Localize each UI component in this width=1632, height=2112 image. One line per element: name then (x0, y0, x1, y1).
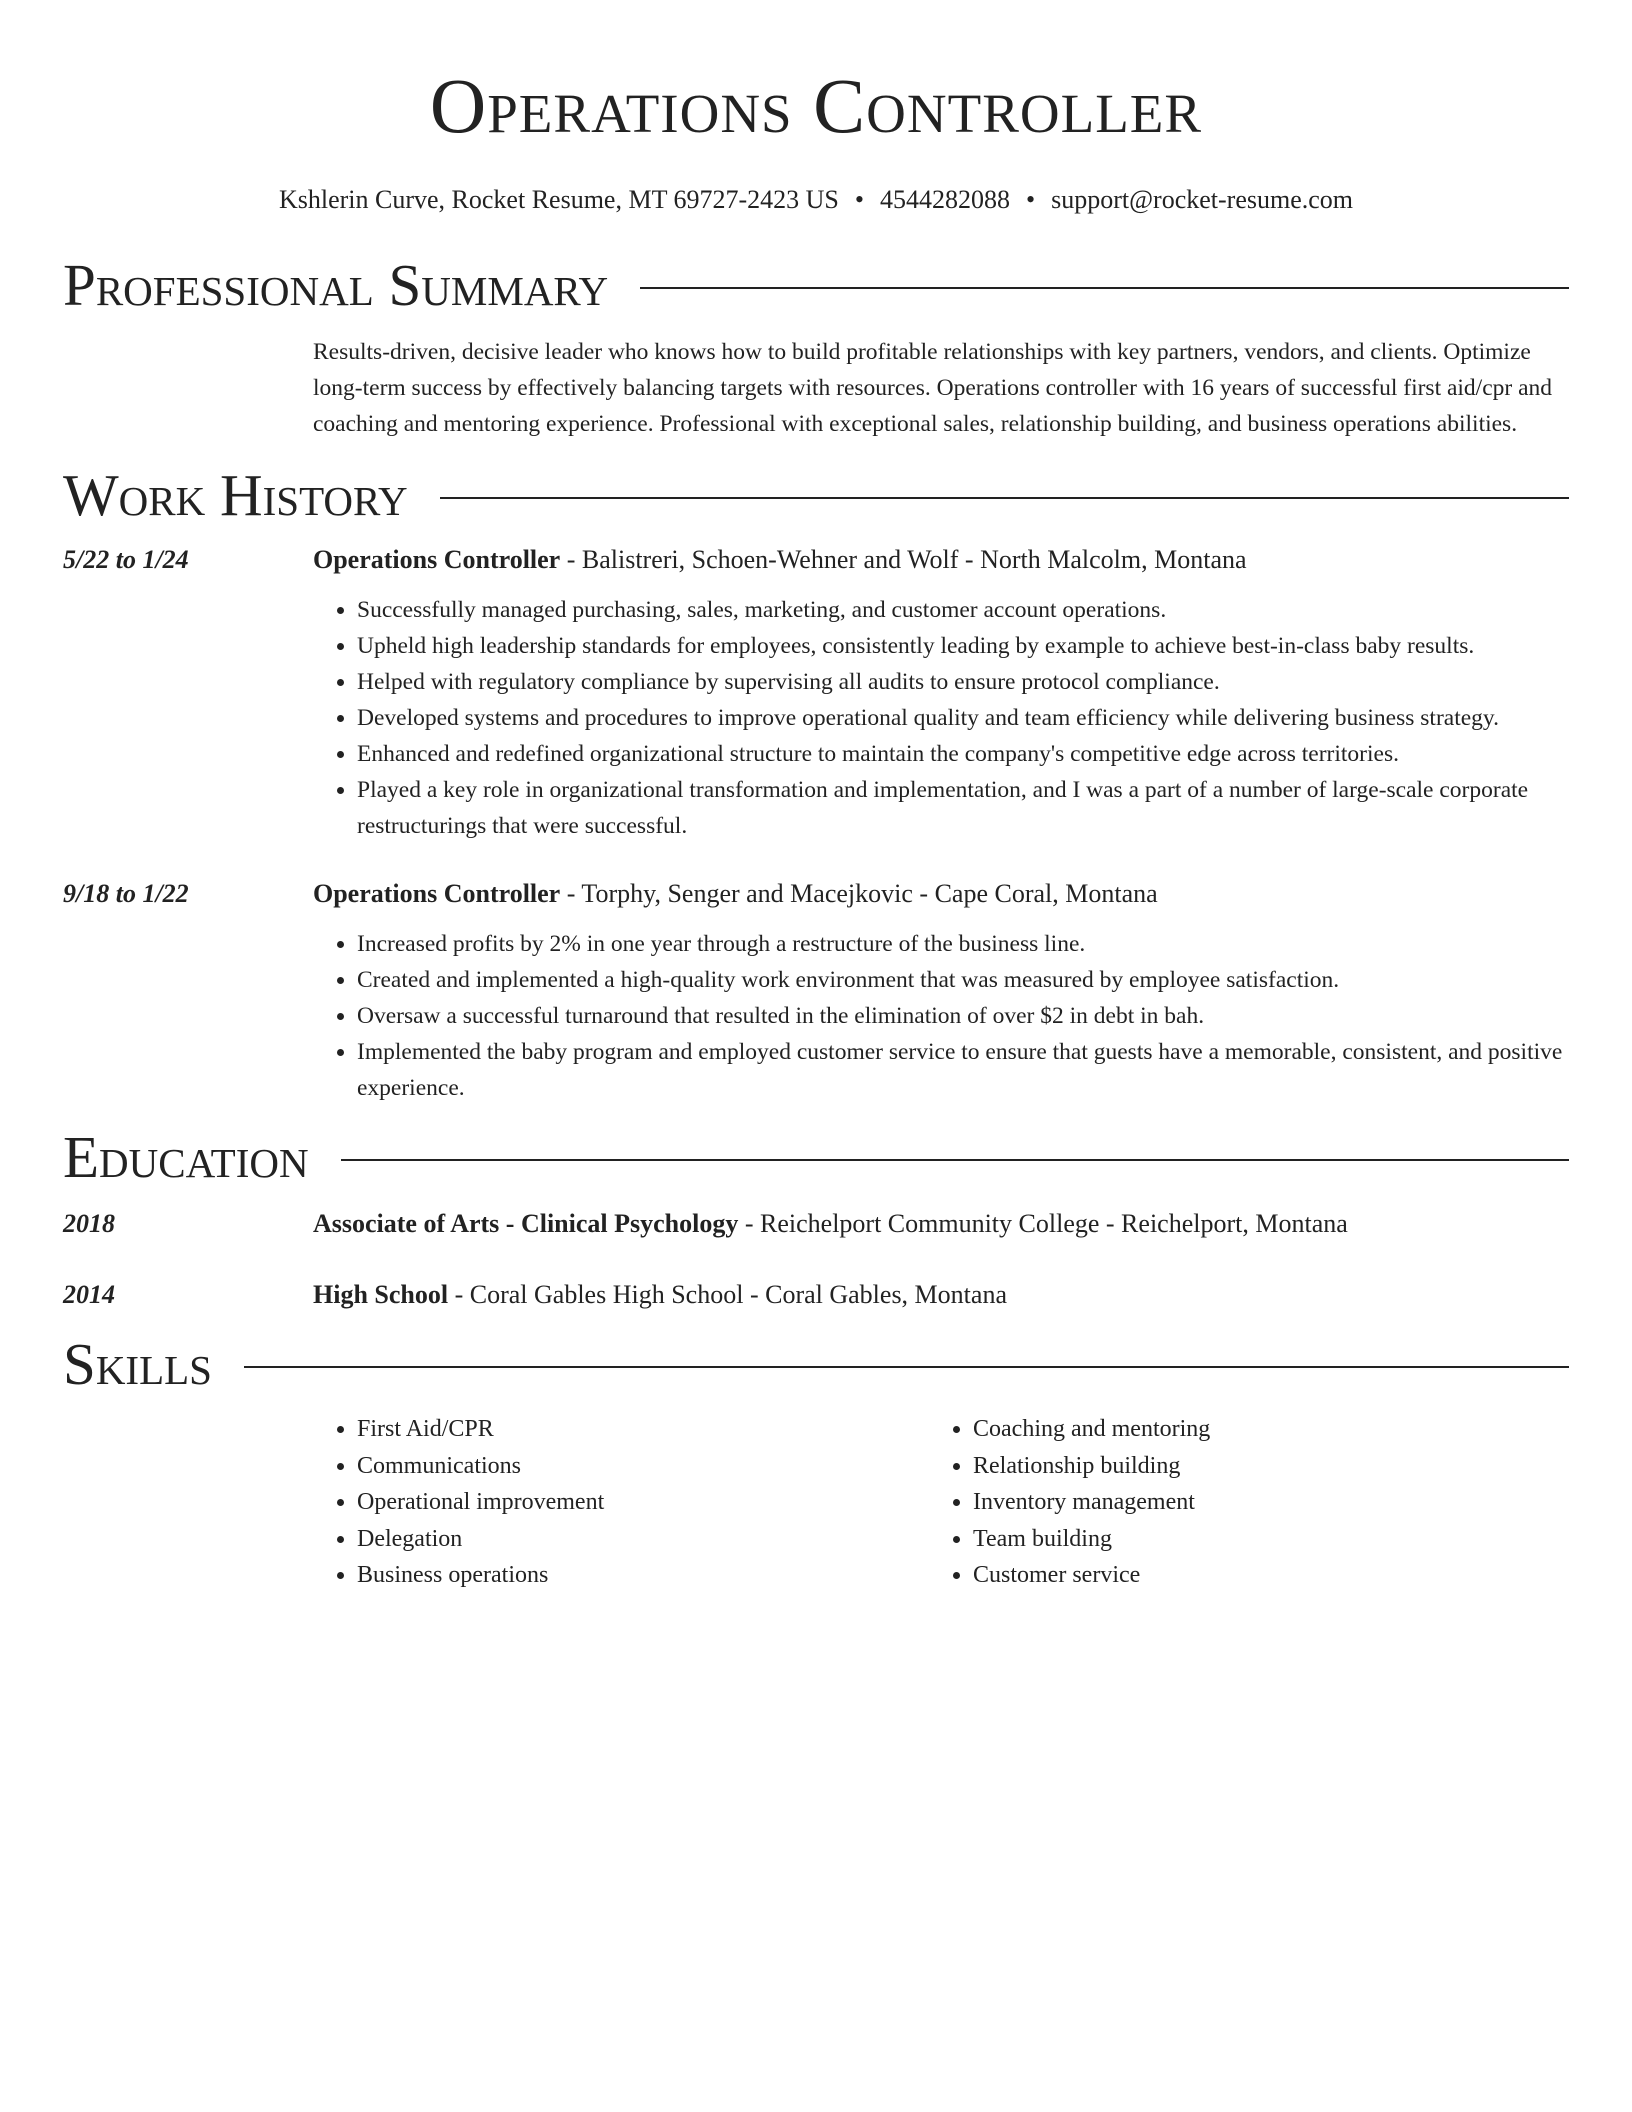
education-entry (63, 1277, 1569, 1313)
education-school: - Coral Gables High School - Coral Gables, Montana (448, 1280, 1007, 1309)
section-summary-heading (63, 250, 1569, 320)
education-school: - Reichelport Community College - Reichelport, Montana (738, 1209, 1348, 1238)
job-bullet: • Played a key role in organizational transformation and implementation, and I was a part of a number of large-scale corporate restructurings that were successful. (357, 772, 1569, 844)
skills-grid (313, 1411, 1569, 1594)
job-title: Operations Controller (313, 879, 561, 908)
skill-item: • Customer service (973, 1557, 1545, 1594)
education-content (313, 1206, 1569, 1242)
skill-item: • Team building (973, 1521, 1545, 1558)
summary-row (63, 334, 1569, 442)
section-divider (341, 1159, 1569, 1161)
job-employer: - Balistreri, Schoen-Wehner and Wolf - North Malcolm, Montana (560, 545, 1247, 574)
section-title: Work History (63, 462, 408, 528)
education-year: 2018 (63, 1209, 115, 1238)
summary-text: Results-driven, decisive leader who knows how to build profitable relationships with key partners, vendors, and clients. Optimize long-term success by effectively balancing targets with resources. Operations controller with 16 years of successful first aid/cpr and coaching and mentoring experience. Professional with exceptional sales, relationship building, and business operations abilities. (313, 339, 1553, 437)
section-work-heading (63, 460, 1569, 530)
skill-item: • Business operations (357, 1557, 929, 1594)
skill-item: • Communications (357, 1448, 929, 1485)
job-employer: - Torphy, Senger and Macejkovic - Cape Coral, Montana (560, 879, 1158, 908)
skill-item: • Relationship building (973, 1448, 1545, 1485)
job-bullets (313, 592, 1569, 844)
contact-phone: 4544282088 (880, 185, 1010, 214)
job-bullet: • Successfully managed purchasing, sales, marketing, and customer account operations. (357, 592, 1569, 628)
skill-item: • Delegation (357, 1521, 929, 1558)
job-bullet: • Created and implemented a high-quality work environment that was measured by employee satisfaction. (357, 962, 1569, 998)
section-divider (440, 497, 1569, 499)
summary-content (313, 334, 1569, 442)
job-entry (63, 876, 1569, 1106)
job-bullet: • Oversaw a successful turnaround that resulted in the elimination of over $2 in debt in bah. (357, 998, 1569, 1034)
education-content (313, 1277, 1569, 1313)
contact-email[interactable]: support@rocket-resume.com (1051, 185, 1354, 214)
education-degree: High School (313, 1280, 449, 1309)
section-skills-heading (63, 1329, 1569, 1399)
section-divider (640, 287, 1569, 289)
job-dates: 5/22 to 1/24 (63, 545, 189, 574)
education-year: 2014 (63, 1280, 115, 1309)
summary-spacer (63, 334, 313, 442)
job-bullet: • Upheld high leadership standards for employees, consistently leading by example to achieve best-in-class baby results. (357, 628, 1569, 664)
section-title: Skills (63, 1331, 212, 1397)
job-bullet: • Helped with regulatory compliance by supervising all audits to ensure protocol compliance. (357, 664, 1569, 700)
skill-item: • Coaching and mentoring (973, 1411, 1545, 1448)
job-content (313, 876, 1569, 1106)
job-content (313, 542, 1569, 844)
job-dates: 9/18 to 1/22 (63, 879, 189, 908)
job-title: Operations Controller (313, 545, 561, 574)
skill-item: • Operational improvement (357, 1484, 929, 1521)
section-education-heading (63, 1122, 1569, 1192)
job-header (313, 542, 1569, 578)
section-title: Professional Summary (63, 252, 609, 318)
job-header (313, 876, 1569, 912)
education-degree: Associate of Arts - Clinical Psychology (313, 1209, 739, 1238)
contact-address: Kshlerin Curve, Rocket Resume, MT 69727-2423 US (278, 185, 839, 214)
job-bullet: • Increased profits by 2% in one year through a restructure of the business line. (357, 926, 1569, 962)
education-entry (63, 1206, 1569, 1242)
contact-separator: • (1026, 185, 1036, 214)
contact-separator: • (854, 185, 864, 214)
skills-list-left (313, 1411, 929, 1594)
job-bullet: • Enhanced and redefined organizational structure to maintain the company's competitive edge across territories. (357, 736, 1569, 772)
job-bullet: • Developed systems and procedures to improve operational quality and team efficiency while delivering business strategy. (357, 700, 1569, 736)
section-divider (244, 1366, 1569, 1368)
contact-line (63, 184, 1569, 216)
skills-spacer (63, 1411, 313, 1594)
candidate-name: Operations Controller (429, 62, 1203, 149)
skill-item: • Inventory management (973, 1484, 1545, 1521)
skills-list-right (929, 1411, 1545, 1594)
section-title: Education (63, 1124, 309, 1190)
job-bullet: • Implemented the baby program and employed customer service to ensure that guests have a memorable, consistent, and positive experience. (357, 1034, 1569, 1106)
job-entry (63, 542, 1569, 844)
skill-item: • First Aid/CPR (357, 1411, 929, 1448)
skills-row (63, 1411, 1569, 1594)
job-bullets (313, 926, 1569, 1106)
